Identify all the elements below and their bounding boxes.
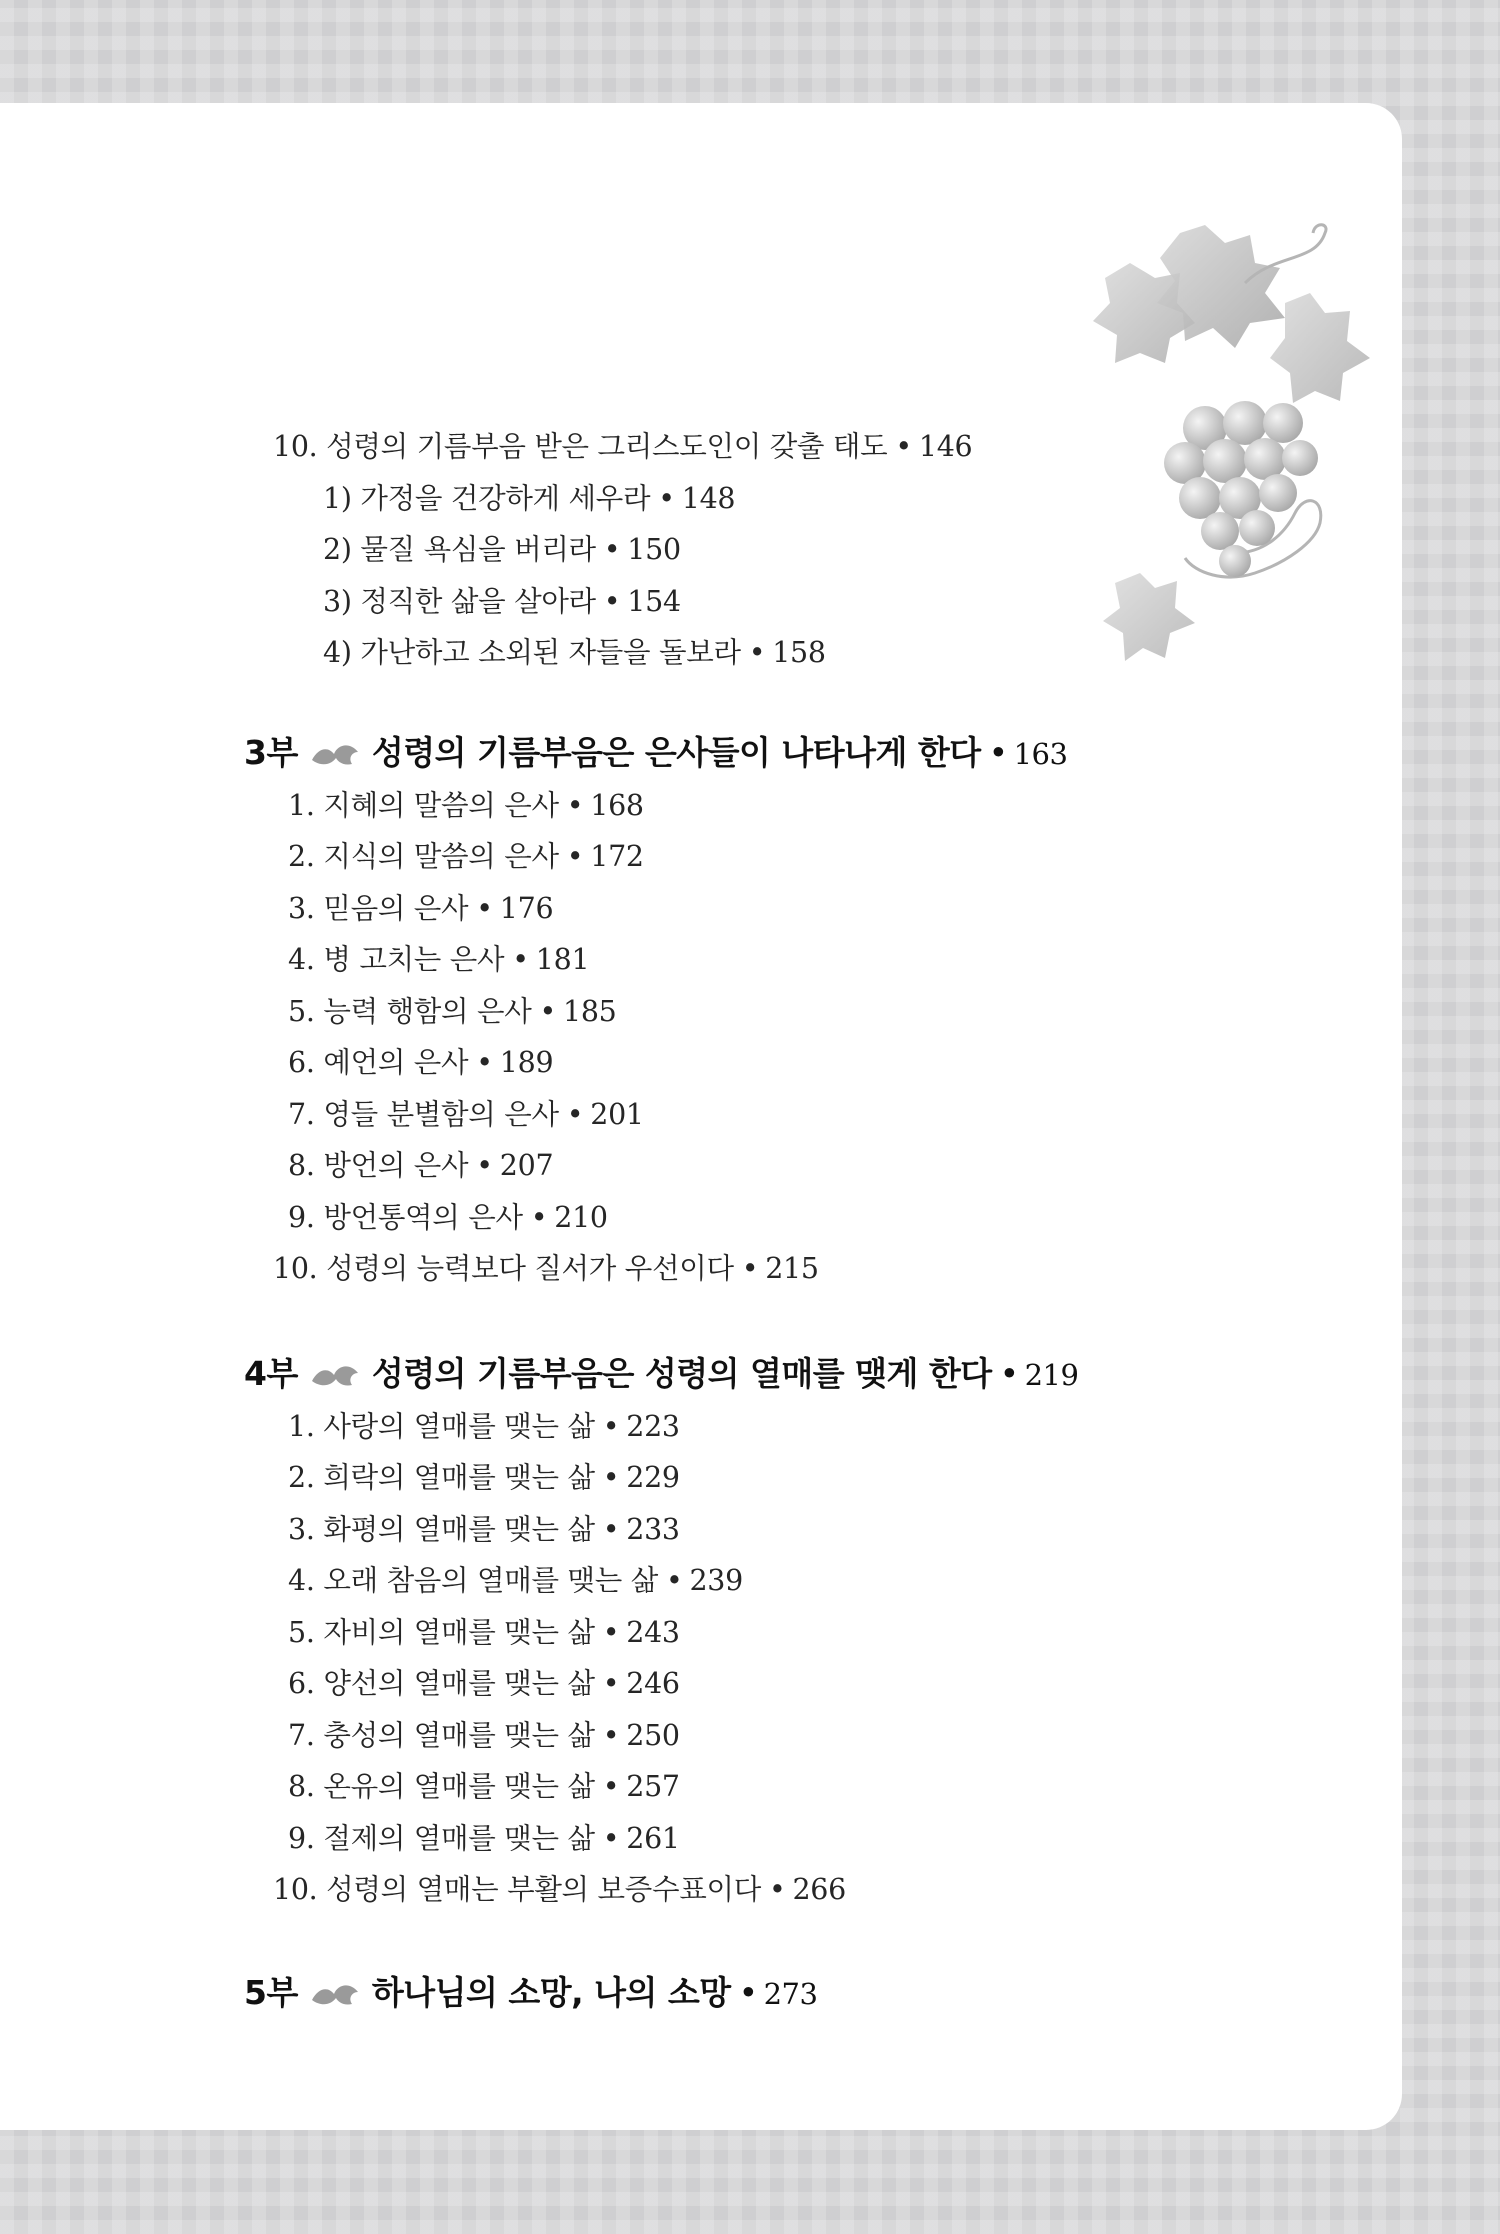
part-heading[interactable]: 3부 성령의 기름부음은 은사들이 나타나게 한다 • 163 — [244, 733, 1068, 772]
toc-entry[interactable]: 1) 가정을 건강하게 세우라 • 148 — [323, 482, 736, 515]
toc-entry[interactable]: 3. 믿음의 은사 • 176 — [288, 892, 554, 925]
toc-entry[interactable]: 2. 희락의 열매를 맺는 삶 • 229 — [288, 1461, 680, 1494]
leaf-ornament-icon — [308, 738, 364, 768]
toc-entry[interactable]: 6. 양선의 열매를 맺는 삶 • 246 — [288, 1667, 680, 1700]
toc-entry[interactable]: 4. 오래 참음의 열매를 맺는 삶 • 239 — [288, 1564, 743, 1597]
toc-entry[interactable]: 8. 방언의 은사 • 207 — [288, 1149, 554, 1182]
toc-entry[interactable]: 5. 자비의 열매를 맺는 삶 • 243 — [288, 1616, 680, 1649]
toc-entry[interactable]: 4) 가난하고 소외된 자들을 돌보라 • 158 — [323, 636, 826, 669]
book-page — [0, 103, 1402, 2130]
toc-entry[interactable]: 10. 성령의 능력보다 질서가 우선이다 • 215 — [273, 1252, 819, 1285]
toc-entry[interactable]: 4. 병 고치는 은사 • 181 — [288, 943, 590, 976]
toc-entry[interactable]: 1. 지혜의 말씀의 은사 • 168 — [288, 789, 644, 822]
toc-entry[interactable]: 3) 정직한 삶을 살아라 • 154 — [323, 585, 681, 618]
toc-entry[interactable]: 10. 성령의 열매는 부활의 보증수표이다 • 266 — [273, 1873, 846, 1906]
leaf-ornament-icon — [308, 1359, 364, 1389]
toc-entry[interactable]: 2) 물질 욕심을 버리라 • 150 — [323, 533, 681, 566]
toc-entry[interactable]: 9. 방언통역의 은사 • 210 — [288, 1201, 608, 1234]
toc-entry[interactable]: 2. 지식의 말씀의 은사 • 172 — [288, 840, 644, 873]
toc-entry[interactable]: 5. 능력 행함의 은사 • 185 — [288, 995, 617, 1028]
leaf-ornament-icon — [308, 1978, 364, 2008]
toc-entry[interactable]: 6. 예언의 은사 • 189 — [288, 1046, 554, 1079]
toc-entry[interactable]: 3. 화평의 열매를 맺는 삶 • 233 — [288, 1513, 680, 1546]
toc-entry[interactable]: 7. 영들 분별함의 은사 • 201 — [288, 1098, 644, 1131]
toc-entry[interactable]: 9. 절제의 열매를 맺는 삶 • 261 — [288, 1822, 680, 1855]
toc-entry[interactable]: 8. 온유의 열매를 맺는 삶 • 257 — [288, 1770, 680, 1803]
toc-entry[interactable]: 10. 성령의 기름부음 받은 그리스도인이 갖출 태도 • 146 — [273, 430, 973, 463]
toc-entry[interactable]: 7. 충성의 열매를 맺는 삶 • 250 — [288, 1719, 680, 1752]
table-of-contents — [0, 103, 1402, 2130]
part-heading[interactable]: 4부 성령의 기름부음은 성령의 열매를 맺게 한다 • 219 — [244, 1354, 1079, 1393]
toc-entry[interactable]: 1. 사랑의 열매를 맺는 삶 • 223 — [288, 1410, 680, 1443]
part-heading[interactable]: 5부 하나님의 소망, 나의 소망 • 273 — [244, 1973, 818, 2012]
